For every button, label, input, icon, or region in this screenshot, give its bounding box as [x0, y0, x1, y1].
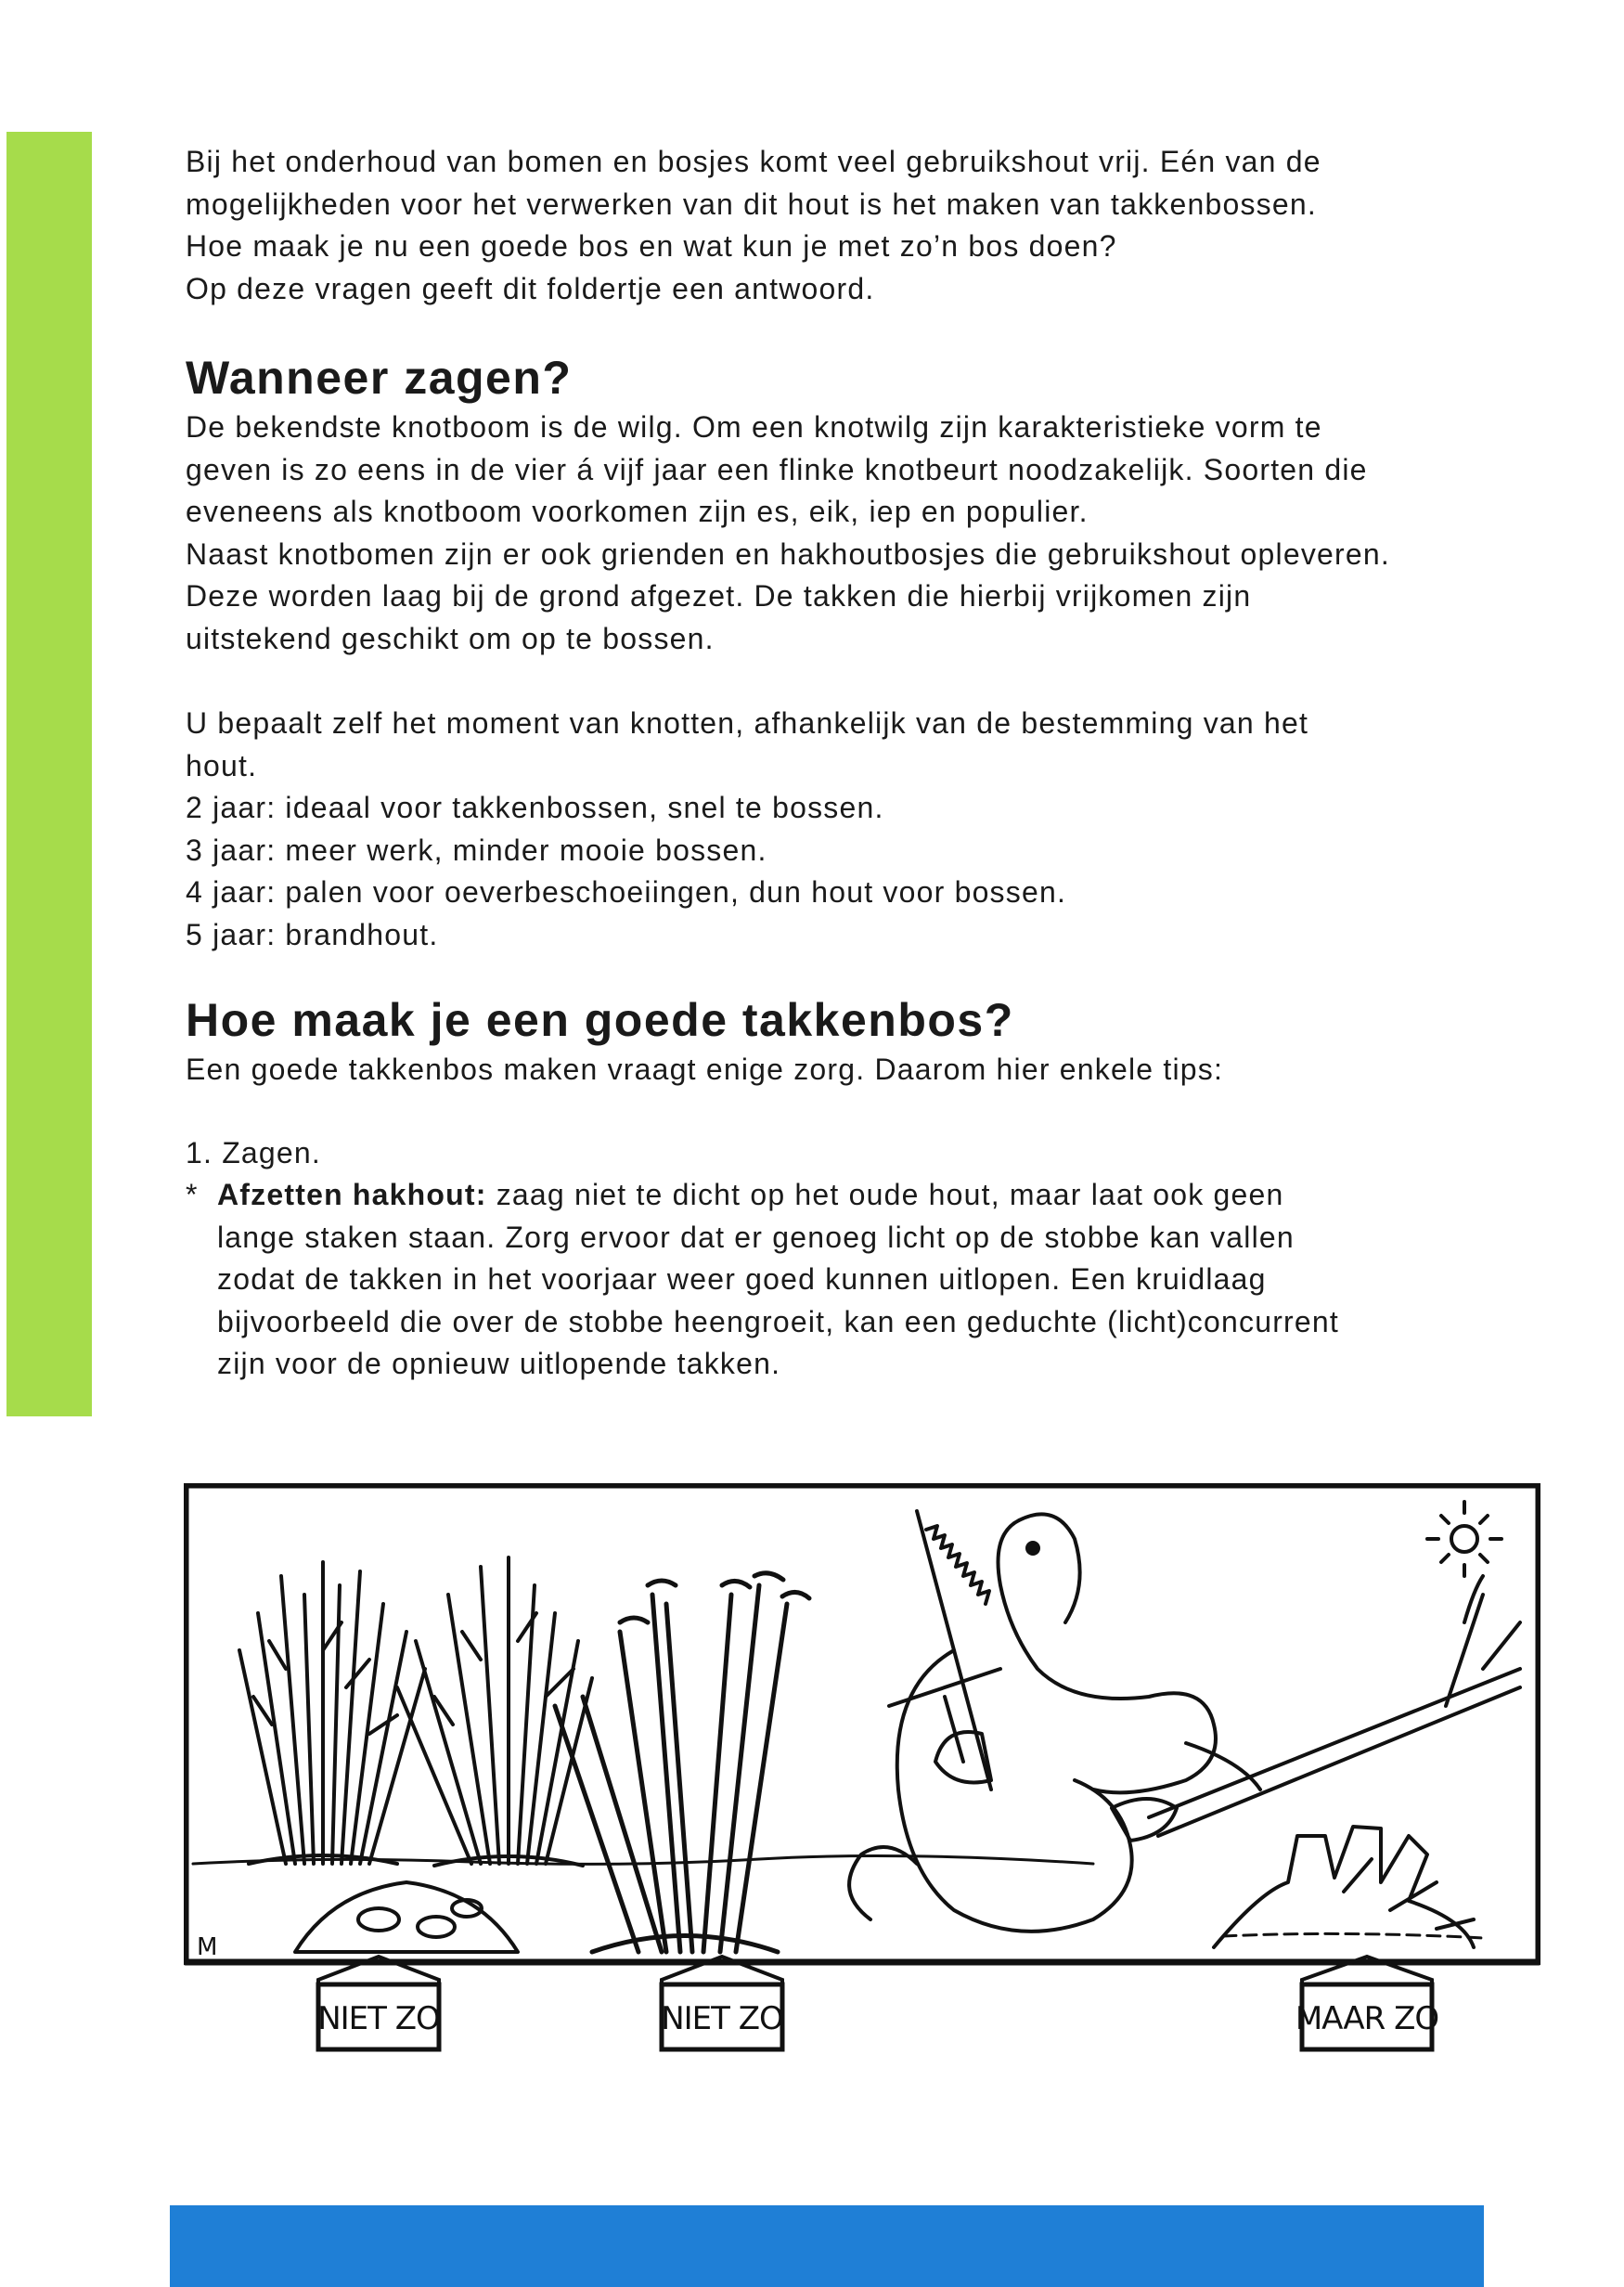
knotboom-paragraph [186, 407, 1559, 660]
sun-icon [1427, 1502, 1502, 1576]
knotten-moment-paragraph [186, 703, 1559, 956]
text-line: 3 jaar: meer werk, minder mooie bossen. [186, 833, 767, 867]
text-line: 2 jaar: ideaal voor takkenbossen, snel te bossen. [186, 791, 884, 824]
tall-bush-left [239, 1562, 425, 1864]
character-with-saw [849, 1511, 1260, 1932]
text-line: Bij het onderhoud van bomen en bosjes komt veel gebruikshout vrij. Eén van de [186, 145, 1321, 178]
sign-niet-zo-2 [661, 1957, 783, 2049]
thick-poles [555, 1573, 809, 1952]
text-line: Deze worden laag bij de grond afgezet. De takken die hierbij vrijkomen zijn [186, 579, 1252, 613]
text-line: Hoe maak je nu een goede bos en wat kun je met zo’n bos doen? [186, 229, 1117, 263]
artist-signature: M [197, 1933, 218, 1961]
green-margin-bar [6, 132, 92, 1416]
heading-goede-takkenbos: Hoe maak je een goede takkenbos? [186, 994, 1014, 1046]
page-content [186, 141, 1559, 1386]
text-line: U bepaalt zelf het moment van knotten, afhankelijk van de bestemming van het [186, 706, 1309, 740]
tip-afzetten-hakhout [186, 1174, 1559, 1386]
heading-wanneer-zagen: Wanneer zagen? [186, 352, 573, 404]
text-line: Naast knotbomen zijn er ook grienden en hakhoutbosjes die gebruikshout opleveren. [186, 536, 1390, 571]
intro-paragraph [186, 141, 1559, 310]
text-line: hout. [186, 748, 258, 782]
low-stump [295, 1882, 518, 1952]
tall-bush-right [397, 1557, 592, 1866]
text-line: zaag niet te dicht op het oude hout, maar laat ook geen [496, 1178, 1284, 1211]
sign-label: MAAR ZO [1295, 2000, 1439, 2037]
text-line: geven is zo eens in de vier á vijf jaar een flinke knotbeurt noodzakelijk. Soorten die [186, 452, 1368, 486]
text-line: eveneens als knotboom voorkomen zijn es, eik, iep en populier. [186, 495, 1089, 528]
correct-stump [1214, 1827, 1474, 1947]
tips-intro: Een goede takkenbos maken vraagt enige zorg. Daarom hier enkele tips: [186, 1053, 1224, 1086]
sign-label: NIET ZO [317, 2000, 440, 2037]
cartoon-illustration [184, 1483, 1540, 2057]
sign-maar-zo [1295, 1957, 1438, 2049]
list-item-zagen [186, 1132, 1559, 1175]
list-label: Zagen. [222, 1135, 322, 1169]
bullet-asterisk: * [186, 1178, 199, 1211]
text-line: De bekendste knotboom is de wilg. Om een knotwilg zijn karakteristieke vorm te [186, 410, 1322, 444]
text-line: lange staken staan. Zorg ervoor dat er genoeg licht op de stobbe kan vallen [217, 1220, 1295, 1254]
text-line: uitstekend geschikt om op te bossen. [186, 621, 715, 655]
text-line: zijn voor de opnieuw uitlopende takken. [217, 1347, 781, 1380]
text-line: bijvoorbeeld die over de stobbe heengroeit, kan een geduchte (licht)concurrent [217, 1304, 1339, 1338]
text-line: 5 jaar: brandhout. [186, 917, 439, 951]
text-line: Op deze vragen geeft dit foldertje een antwoord. [186, 271, 875, 305]
list-number: 1. [186, 1135, 213, 1169]
tip-title: Afzetten hakhout: [217, 1178, 487, 1211]
text-line: 4 jaar: palen voor oeverbeschoeiingen, dun hout voor bossen. [186, 875, 1067, 909]
text-line: zodat de takken in het voorjaar weer goed kunnen uitlopen. Een kruidlaag [217, 1262, 1267, 1296]
sign-label: NIET ZO [661, 2000, 783, 2037]
sign-niet-zo-1 [317, 1957, 440, 2049]
blue-footer-bar [170, 2205, 1484, 2287]
text-line: mogelijkheden voor het verwerken van dit hout is het maken van takkenbossen. [186, 187, 1317, 221]
